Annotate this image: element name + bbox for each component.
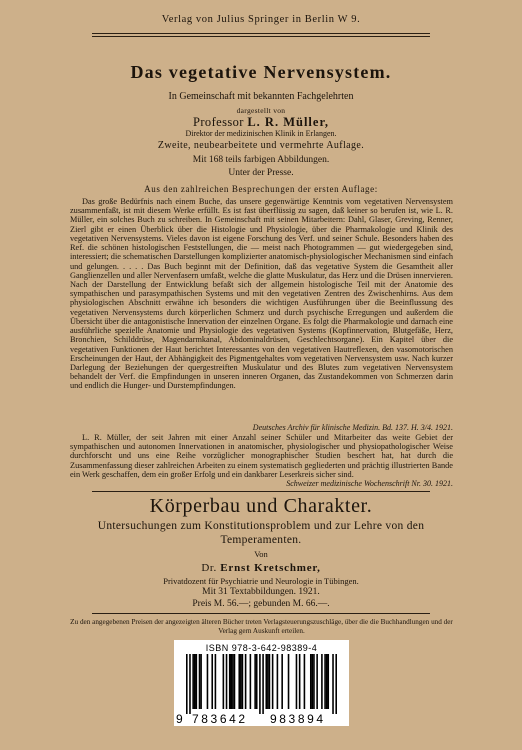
publisher-line: Verlag von Julius Springer in Berlin W 9.	[161, 14, 361, 25]
barcode-bar	[199, 654, 201, 709]
barcode-digits-left: 783642	[192, 712, 248, 726]
review-paragraph-2: L. R. Müller, der seit Jahren mit einer Anzahl seiner Schüler und Mitarbeiter das weite Gebiet der sympathischen und autonomen Innervationen in anatomischer, physiologischer und physiopathologischer Weise durchforscht und uns eine Reihe vorzüglicher monographischer Studien beschert hat, hat durch die Zusammenfassung dieser zahlreichen Arbeiten zu einem systematisch gegliederten und prächtig illustrierten Bande ein Werk geschaffen, dem ein großer Erfolg und ein dankbarer Leserkreis sicher sind.	[70, 433, 453, 479]
barcode-bar	[267, 654, 269, 709]
barcode-bar	[256, 654, 258, 709]
barcode-bar	[240, 654, 242, 709]
barcode-digits-right: 983894	[270, 712, 326, 726]
barcode-bar	[332, 654, 334, 714]
isbn-barcode	[174, 640, 349, 726]
barcode-bar	[229, 654, 231, 709]
barcode-bar	[272, 654, 274, 709]
book2-author-name: Ernst Kretschmer,	[220, 562, 321, 574]
review-source-2: Schweizer medizinische Wochenschrift Nr. 30. 1921.	[286, 479, 453, 488]
barcode-bar	[335, 654, 337, 714]
book1-figures: Mit 168 teils farbigen Abbildungen.	[192, 155, 330, 165]
barcode-bar	[259, 654, 261, 714]
book2-author-prefix: Dr.	[201, 562, 221, 574]
book2-description: Untersuchungen zum Konstitutionsproblem und zur Lehre von den Temperamenten.	[97, 520, 425, 546]
barcode-bar	[207, 654, 209, 709]
barcode-bar	[192, 654, 194, 709]
barcode-bar	[226, 654, 228, 709]
barcode-bar	[312, 654, 314, 709]
barcode-bar	[223, 654, 225, 709]
book1-edition: Zweite, neubearbeitete und vermehrte Auflage.	[157, 140, 365, 151]
barcode-bar	[231, 654, 233, 709]
barcode-bar	[299, 654, 301, 709]
barcode-bar	[200, 654, 202, 709]
divider-bottom	[92, 613, 430, 614]
barcode-bar	[288, 654, 290, 709]
barcode-bar	[296, 654, 298, 709]
barcode-bar	[232, 654, 234, 709]
book1-author	[0, 115, 522, 130]
barcode-bar	[304, 654, 306, 709]
book2-title: Körperbau und Charakter.	[149, 495, 373, 517]
isbn-label: ISBN 978-3-642-98389-4	[205, 643, 318, 653]
barcode-bar	[262, 654, 264, 714]
barcode-bar	[215, 654, 217, 709]
barcode-bar	[326, 654, 328, 709]
book1-collab: In Gemeinschaft mit bekannten Fachgelehrten	[168, 91, 354, 102]
price-surcharge-note: Zu den angegebenen Preisen der angezeigten älteren Bücher treten Verlagsteuerungszuschläge, über die die Buchhandlungen und der Verlag gern Auskunft erteilen.	[70, 618, 453, 635]
divider-middle	[92, 491, 430, 492]
barcode-bar	[250, 654, 252, 709]
barcode-bar	[281, 654, 283, 709]
barcode-bars	[186, 654, 337, 714]
book1-author-prefix: Professor	[193, 115, 248, 129]
barcode-bar	[327, 654, 329, 709]
book2-by: Von	[254, 549, 268, 559]
barcode-bar	[234, 654, 236, 709]
book1-title: Das vegetative Nervensystem.	[130, 62, 392, 82]
book2-affiliation: Privatdozent für Psychiatrie und Neurologie in Tübingen.	[163, 576, 359, 586]
barcode-bar	[245, 654, 247, 709]
barcode-bar	[265, 654, 267, 709]
barcode-bar	[238, 654, 240, 709]
barcode-bar	[196, 654, 198, 709]
barcode-bar	[194, 654, 196, 709]
barcode-bar	[316, 654, 318, 709]
barcode-digit-first: 9	[176, 712, 183, 726]
book1-presented: dargestellt von	[236, 106, 286, 115]
book1-affiliation: Direktor der medizinischen Klinik in Erlangen.	[185, 129, 337, 138]
barcode-bar	[186, 654, 188, 714]
book1-status: Unter der Presse.	[228, 168, 294, 178]
book2-author	[0, 562, 522, 574]
barcode-bar	[324, 654, 326, 709]
barcode-bar	[313, 654, 315, 709]
review-paragraph-1: Das große Bedürfnis nach einem Buche, das unsere gegenwärtige Kenntnis vom vegetativen Nervensystem zusammenfaßt, ist mit diesem Werke erfüllt. Es ist fast überflüssig zu sagen, daß keiner so berufen ist, wie L. R. Müller, ein solches Buch zu schreiben. In Gemeinschaft mit seinen Mitarbeitern: Dahl, Glaser, Greving, Renner, Zierl gibt er einen Überblick über die Histologie und Physiologie, über die Pharmakologie und Klinik des vegetativen Nervensystems. Vieles davon ist eigene Forschung des Verf. und seiner Schule. Besonders haben des Ref. die schönen histologischen Feststellungen, die — meist nach Photogrammen — gut wiedergegeben sind, interessiert; die schematischen Darstellungen komplizierter anatomisch-physiologischer Mechanismen sind einfach und gelungen. . . . . Das Buch beginnt mit der Definition, daß das vegetative System die Gesamtheit aller Ganglienzellen und aller Nervenfasern umfaßt, welche die glatte Muskulatur, das Herz und die Drüsen innervieren. Nach der Darstellung der Entwicklung befaßt sich der allgemein histologische Teil mit der Anatomie des sympathischen und parasympathischen Systems und mit den vegetativen Zentren des Zwischenhirns. Aus dem physiologischen Abschnitt erwähne ich besonders die wichtigen Ausführungen über die Beeinflussung des vegetativen Nervensystems durch körperlichen Schmerz und durch psychische Erregungen und außerdem die Übersicht über die antagonistische Innervation der einzelnen Organe. Es folgt die Pharmakologie und darnach eine ausführliche spezielle Anatomie und Physiologie des vegetativen Systems (Kopfinnervation, Blutgefäße, Herz, Bronchien, Schilddrüse, Magendarmkanal, Abdominaldrüsen, Geschlechtsorgane). Ein Kapitel über die vegetativen Funktionen der Haut berichtet Interessantes von den vegetativen Hautreflexen, den vasomotorischen Erscheinungen der Haut, der Abhängigkeit des Pigmentgehaltes vom vegetativen Nervensystem usw. Nach kurzer Darlegung der Beziehungen der quergestreiften Muskulatur und des Blutes zum vegetativen Nervensystem behandelt der Verf. die Empfindungen in unseren inneren Organen, das Zustandekommen von Schmerzen darin und endlich die Hunger- und Durstempfindungen.	[70, 197, 453, 391]
reviews-heading: Aus den zahlreichen Besprechungen der ersten Auflage:	[144, 184, 378, 194]
barcode-bar	[269, 654, 271, 709]
barcode-bar	[189, 654, 191, 714]
divider-top-double	[92, 36, 430, 37]
barcode-bar	[211, 654, 213, 709]
barcode-bar	[277, 654, 279, 709]
review-source-1: Deutsches Archiv für klinische Medizin. Bd. 137. H. 3/4. 1921.	[252, 423, 453, 432]
barcode-bar	[254, 654, 256, 709]
book1-author-name: L. R. Müller,	[247, 115, 329, 129]
barcode-bar	[310, 654, 312, 709]
divider-top	[92, 33, 430, 34]
book2-info: Mit 31 Textabbildungen. 1921.	[202, 587, 320, 597]
book2-price: Preis M. 56.—; gebunden M. 66.—.	[192, 599, 330, 609]
barcode-bar	[242, 654, 244, 709]
barcode-bar	[321, 654, 323, 709]
